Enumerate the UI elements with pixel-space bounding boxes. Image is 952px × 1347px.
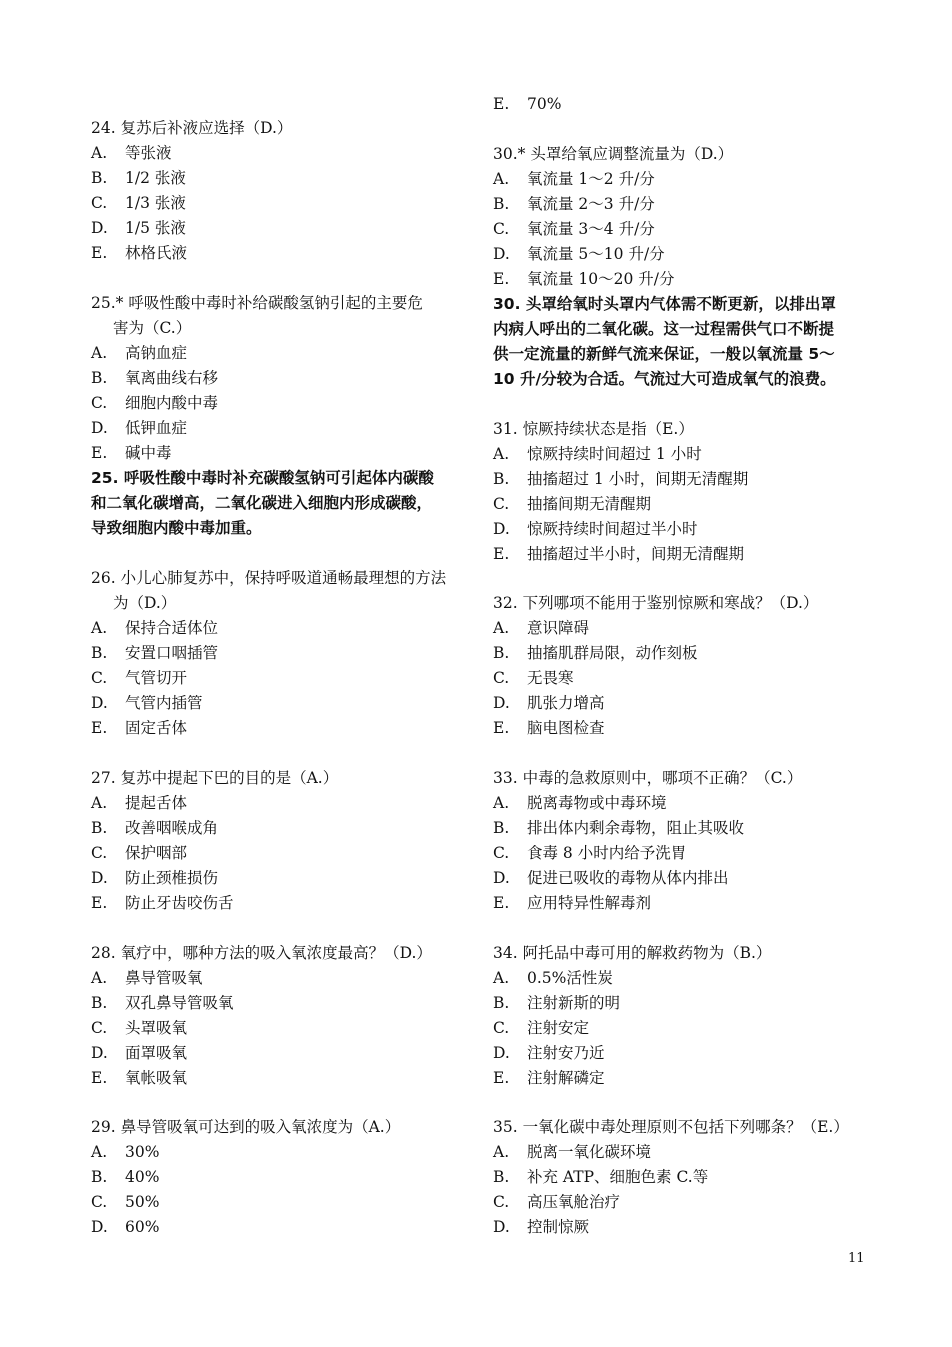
explanation-30-line-2: 内病人呼出的二氧化碳。这一过程需供气口不断提: [493, 320, 835, 338]
explanation-30-line-4: 10 升/分较为合适。气流过大可造成氧气的浪费。: [493, 370, 836, 388]
option-32-a: A. 意识障碍: [493, 619, 590, 637]
option-30-a: A. 氧流量 1～2 升/分: [493, 170, 655, 188]
option-24-e: E. 林格氏液: [91, 244, 188, 262]
option-25-e: E. 碱中毒: [91, 444, 172, 462]
question-stem-30: 30.* 头罩给氧应调整流量为（D.）: [493, 145, 734, 163]
question-stem-34: 34. 阿托品中毒可用的解救药物为（B.）: [493, 944, 772, 962]
option-26-c: C. 气管切开: [91, 669, 188, 687]
option-32-d: D. 肌张力增高: [493, 694, 605, 712]
option-32-c: C. 无畏寒: [493, 669, 574, 687]
option-25-b: B. 氧离曲线右移: [91, 369, 219, 387]
option-24-d: D. 1/5 张液: [91, 219, 186, 237]
option-35-a: A. 脱离一氧化碳环境: [493, 1143, 652, 1161]
option-29-b: B. 40%: [91, 1168, 160, 1186]
question-stem-25: 25.* 呼吸性酸中毒时补给碳酸氢钠引起的主要危: [91, 294, 423, 312]
option-28-e: E. 氧帐吸氧: [91, 1069, 188, 1087]
option-30-c: C. 氧流量 3～4 升/分: [493, 220, 655, 238]
question-stem-32: 32. 下列哪项不能用于鉴别惊厥和寒战？（D.）: [493, 594, 819, 612]
option-24-c: C. 1/3 张液: [91, 194, 186, 212]
option-25-a: A. 高钠血症: [91, 344, 188, 362]
option-26-d: D. 气管内插管: [91, 694, 203, 712]
option-33-a: A. 脱离毒物或中毒环境: [493, 794, 667, 812]
option-32-b: B. 抽搐肌群局限，动作刻板: [493, 644, 698, 662]
option-29-d: D. 60%: [91, 1218, 160, 1236]
explanation-25-line-3: 导致细胞内酸中毒加重。: [91, 519, 262, 537]
option-35-d: D. 控制惊厥: [493, 1218, 590, 1236]
question-stem-26-cont: 为（D.）: [113, 594, 177, 612]
option-33-d: D. 促进已吸收的毒物从体内排出: [493, 869, 729, 887]
question-stem-24: 24. 复苏后补液应选择（D.）: [91, 119, 293, 137]
option-34-e: E. 注射解磷定: [493, 1069, 605, 1087]
option-33-e: E. 应用特异性解毒剂: [493, 894, 652, 912]
option-34-c: C. 注射安定: [493, 1019, 590, 1037]
question-stem-35: 35. 一氧化碳中毒处理原则不包括下列哪条？（E.）: [493, 1118, 849, 1136]
option-27-c: C. 保护咽部: [91, 844, 188, 862]
option-27-a: A. 提起舌体: [91, 794, 188, 812]
option-31-c: C. 抽搐间期无清醒期: [493, 495, 652, 513]
explanation-30-line-3: 供一定流量的新鲜气流来保证，一般以氧流量 5～: [493, 345, 835, 363]
option-33-b: B. 排出体内剩余毒物，阻止其吸收: [493, 819, 745, 837]
option-29-e: E. 70%: [493, 95, 562, 113]
option-34-a: A. 0.5%活性炭: [493, 969, 613, 987]
question-stem-29: 29. 鼻导管吸氧可达到的吸入氧浓度为（A.）: [91, 1118, 401, 1136]
option-27-d: D. 防止颈椎损伤: [91, 869, 219, 887]
option-24-b: B. 1/2 张液: [91, 169, 186, 187]
question-stem-27: 27. 复苏中提起下巴的目的是（A.）: [91, 769, 339, 787]
option-30-b: B. 氧流量 2～3 升/分: [493, 195, 655, 213]
option-31-e: E. 抽搐超过半小时，间期无清醒期: [493, 545, 745, 563]
option-25-d: D. 低钾血症: [91, 419, 188, 437]
question-stem-26: 26. 小儿心肺复苏中，保持呼吸道通畅最理想的方法: [91, 569, 447, 587]
option-26-b: B. 安置口咽插管: [91, 644, 219, 662]
option-28-d: D. 面罩吸氧: [91, 1044, 188, 1062]
option-31-b: B. 抽搐超过 1 小时，间期无清醒期: [493, 470, 749, 488]
option-29-c: C. 50%: [91, 1193, 160, 1211]
question-stem-33: 33. 中毒的急救原则中，哪项不正确？（C.）: [493, 769, 803, 787]
option-31-d: D. 惊厥持续时间超过半小时: [493, 520, 698, 538]
option-35-c: C. 高压氧舱治疗: [493, 1193, 621, 1211]
question-stem-28: 28. 氧疗中，哪种方法的吸入氧浓度最高？（D.）: [91, 944, 432, 962]
option-27-b: B. 改善咽喉成角: [91, 819, 219, 837]
option-28-c: C. 头罩吸氧: [91, 1019, 188, 1037]
option-34-d: D. 注射安乃近: [493, 1044, 605, 1062]
option-30-d: D. 氧流量 5～10 升/分: [493, 245, 665, 263]
option-34-b: B. 注射新斯的明: [493, 994, 621, 1012]
option-30-e: E. 氧流量 10～20 升/分: [493, 270, 675, 288]
option-33-c: C. 食毒 8 小时内给予洗胃: [493, 844, 687, 862]
option-32-e: E. 脑电图检查: [493, 719, 605, 737]
option-29-a: A. 30%: [91, 1143, 160, 1161]
explanation-30-line-1: 30. 头罩给氧时头罩内气体需不断更新，以排出罩: [493, 295, 836, 313]
option-26-e: E. 固定舌体: [91, 719, 188, 737]
option-31-a: A. 惊厥持续时间超过 1 小时: [493, 445, 702, 463]
option-28-a: A. 鼻导管吸氧: [91, 969, 203, 987]
option-35-b: B. 补充 ATP、细胞色素 C.等: [493, 1168, 709, 1186]
option-26-a: A. 保持合适体位: [91, 619, 219, 637]
option-24-a: A. 等张液: [91, 144, 172, 162]
question-stem-25-cont: 害为（C.）: [113, 319, 192, 337]
question-stem-31: 31. 惊厥持续状态是指（E.）: [493, 420, 694, 438]
option-28-b: B. 双孔鼻导管吸氧: [91, 994, 234, 1012]
option-27-e: E. 防止牙齿咬伤舌: [91, 894, 234, 912]
explanation-25-line-1: 25. 呼吸性酸中毒时补充碳酸氢钠可引起体内碳酸: [91, 469, 434, 487]
page-number: 11: [848, 1251, 865, 1266]
explanation-25-line-2: 和二氧化碳增高，二氧化碳进入细胞内形成碳酸，: [91, 494, 433, 512]
option-25-c: C. 细胞内酸中毒: [91, 394, 219, 412]
